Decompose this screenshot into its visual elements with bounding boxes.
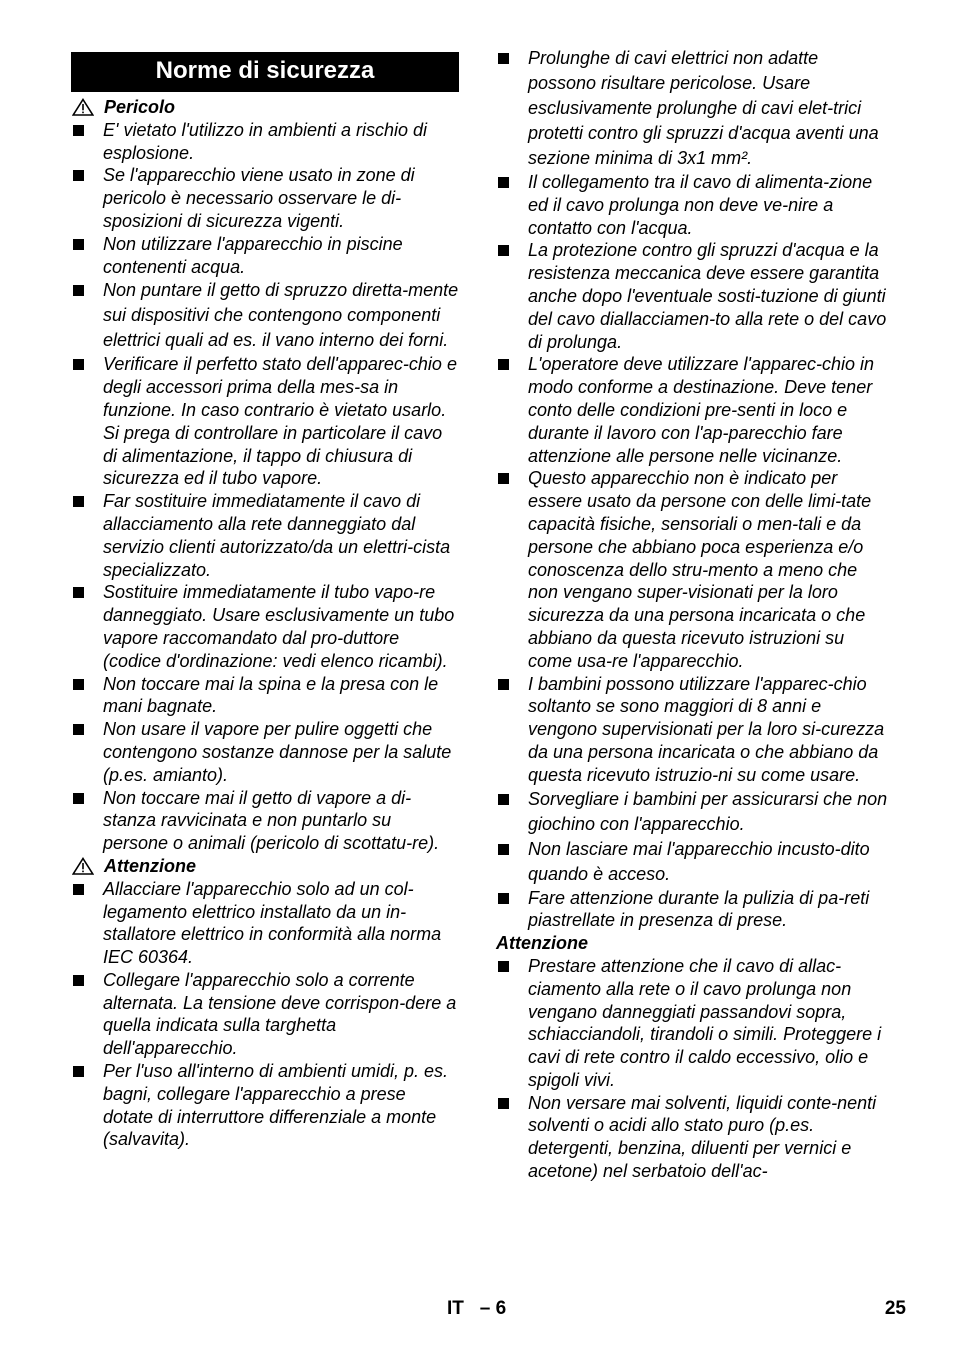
list-item: Non toccare mai il getto di vapore a di-stanza ravvicinata e non puntarlo su persone o animali (pericolo di scottatu-re). <box>71 787 459 855</box>
list-item: Prolunghe di cavi elettrici non adatte possono risultare pericolose. Usare esclusivamente prolunghe di cavi elet-trici protetti contro gli spruzzi d'acqua aventi una sezione minima di 3x1 mm². <box>496 46 888 171</box>
warning-triangle-icon <box>72 98 96 116</box>
danger-list <box>71 119 459 855</box>
list-item: Non versare mai solventi, liquidi conte-nenti solventi o acidi allo stato puro (p.es. detergenti, benzina, diluenti per vernici e acetone) nel serbatoio dell'ac- <box>496 1092 888 1183</box>
list-item: Non utilizzare l'apparecchio in piscine contenenti acqua. <box>71 233 459 279</box>
list-item: E' vietato l'utilizzo in ambienti a rischio di esplosione. <box>71 119 459 165</box>
warning-list <box>71 878 459 1152</box>
list-item: I bambini possono utilizzare l'apparec-chio soltanto se sono maggiori di 8 anni e vengono supervisionati per la loro si-curezza da una persona incaricata o che abbiano da questa ricevuto istruzio-ni su come usare. <box>496 673 888 787</box>
page-number: 25 <box>884 1298 906 1319</box>
list-item: Verificare il perfetto stato dell'apparec-chio e degli accessori prima della mes-sa in funzione. In caso contrario è vietato usarlo. Si prega di controllare in particolare il cavo di alimentazione, il tappo di chiusura di sicurezza ed il tubo vapore. <box>71 353 459 490</box>
warning-heading-label: Attenzione <box>104 855 196 876</box>
warning-triangle-icon <box>72 857 96 875</box>
list-item: Non puntare il getto di spruzzo diretta-mente sui dispositivi che contengono componenti elettrici quali ad es. il vano interno dei forni. <box>71 278 459 353</box>
right-list <box>496 46 888 932</box>
list-item: Non lasciare mai l'apparecchio incusto-dito quando è acceso. <box>496 837 888 887</box>
list-item: La protezione contro gli spruzzi d'acqua e la resistenza meccanica deve essere garantita anche dopo l'eventuale sosti-tuzione di giunti del cavo diallacciamen-to alla rete o del cavo di prolunga. <box>496 239 888 353</box>
right-column <box>496 46 888 1183</box>
list-item: Allacciare l'apparecchio solo ad un col-legamento elettrico installato da un in-stallatore elettrico in conformità alla norma IEC 60364. <box>71 878 459 969</box>
list-item: Non toccare mai la spina e la presa con le mani bagnate. <box>71 673 459 719</box>
list-item: Collegare l'apparecchio solo a corrente alternata. La tensione deve corrispon-dere a quella indicata sulla targhetta dell'apparecchio. <box>71 969 459 1060</box>
list-item: Il collegamento tra il cavo di alimenta-zione ed il cavo prolunga non deve ve-nire a contatto con l'acqua. <box>496 171 888 239</box>
list-item: Sostituire immediatamente il tubo vapo-re danneggiato. Usare esclusivamente un tubo vapore raccomandato dal pro-duttore (codice d'ordinazione: vedi elenco ricambi). <box>71 581 459 672</box>
list-item: Prestare attenzione che il cavo di allac-ciamento alla rete o il cavo prolunga non vengano danneggiati passandovi sopra, schiacciandoli, tirandoli o simili. Proteggere i cavi di rete contro il caldo eccessivo, olio e spigoli vivi. <box>496 955 888 1092</box>
danger-heading <box>71 96 459 119</box>
footer-language-page: IT – 6 <box>447 1298 507 1319</box>
list-item: Se l'apparecchio viene usato in zone di pericolo è necessario osservare le di-sposizioni di sicurezza vigenti. <box>71 164 459 232</box>
list-item: L'operatore deve utilizzare l'apparec-chio in modo conforme a destinazione. Deve tener conto delle condizioni pre-senti in loco e durante il lavoro con l'ap-parecchio fare attenzione alle persone nelle vicinanze. <box>496 353 888 467</box>
list-item: Per l'uso all'interno di ambienti umidi, p. es. bagni, collegare l'apparecchio a prese dotate di interruttore differenziale a monte (salvavita). <box>71 1060 459 1151</box>
attention-heading: Attenzione <box>496 933 588 954</box>
list-item: Sorvegliare i bambini per assicurarsi che non giochino con l'apparecchio. <box>496 787 888 837</box>
left-column <box>71 52 459 1151</box>
list-item: Questo apparecchio non è indicato per essere usato da persone con delle limi-tate capacità fisiche, sensoriali o men-tali e da persone che abbiano poca esperienza e/o conoscenza dello stru-mento a meno che non vengano super-visionati per la loro sicurezza da una persona incaricata o che abbiano da questa ricevuto istruzioni su come usa-re l'apparecchio. <box>496 467 888 672</box>
danger-heading-label: Pericolo <box>104 97 176 117</box>
attention-list <box>496 955 888 1183</box>
list-item: Fare attenzione durante la pulizia di pa-reti piastrellate in presenza di prese. <box>496 887 888 933</box>
list-item: Non usare il vapore per pulire oggetti che contengono sostanze dannose per la salute (p.es. amianto). <box>71 718 459 786</box>
warning-heading <box>71 855 459 878</box>
list-item: Far sostituire immediatamente il cavo di allacciamento alla rete danneggiato dal servizio clienti autorizzato/da un elettri-cista specializzato. <box>71 490 459 581</box>
section-title: Norme di sicurezza <box>71 52 459 92</box>
